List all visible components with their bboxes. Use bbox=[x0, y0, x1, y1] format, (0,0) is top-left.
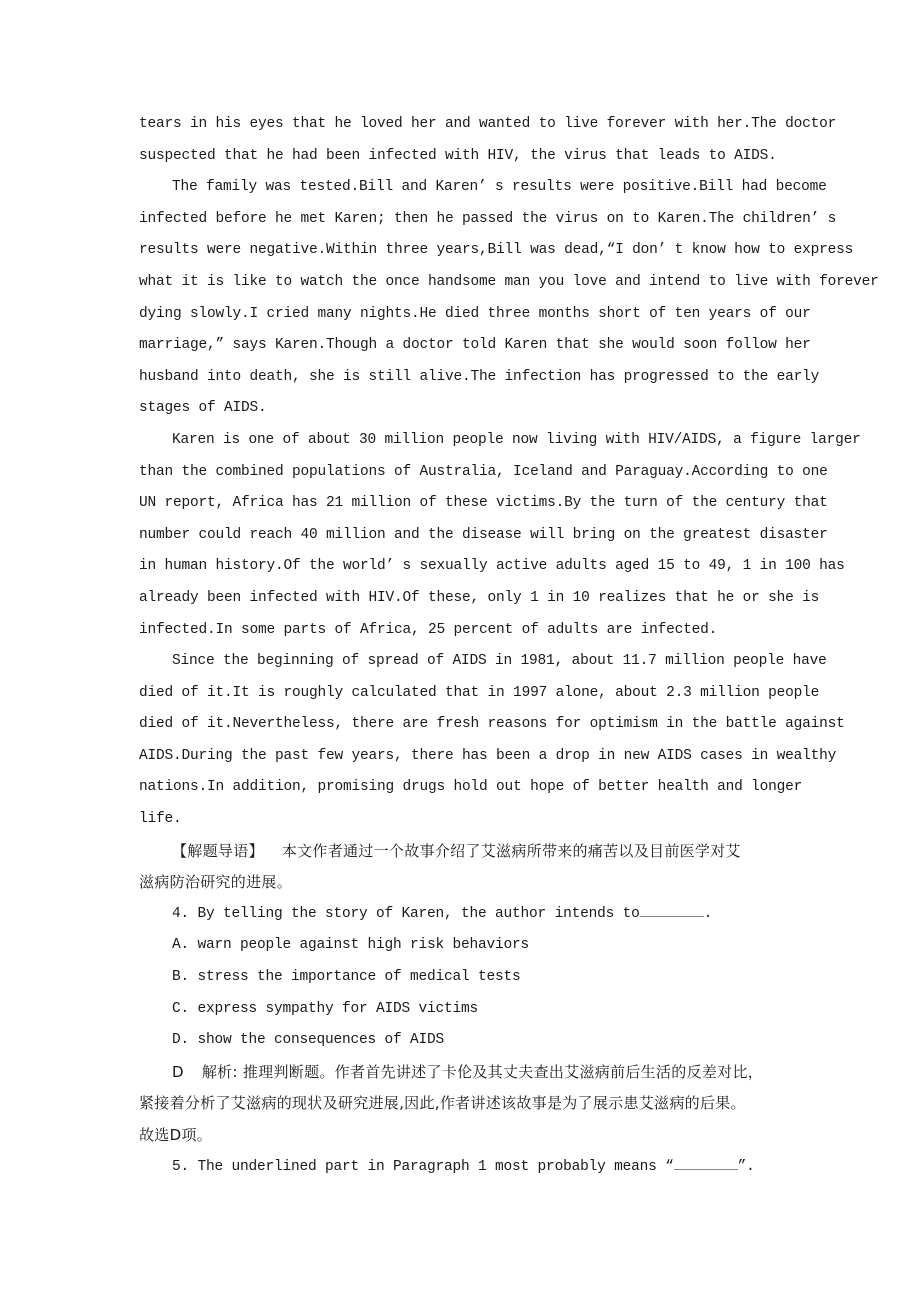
passage-line: number could reach 40 million and the disease will bring on the greatest disaster bbox=[139, 526, 828, 543]
passage-line: dying slowly.I cried many nights.He died three months short of ten years of our bbox=[139, 305, 811, 322]
passage-line: died of it.Nevertheless, there are fresh reasons for optimism in the battle against bbox=[139, 716, 845, 733]
answer-blank bbox=[640, 902, 704, 917]
guide-line bbox=[139, 836, 839, 868]
analysis-line: 紧接着分析了艾滋病的现状及研究进展,因此,作者讲述该故事是为了展示患艾滋病的后果。 bbox=[139, 1094, 746, 1113]
guide-text: 本文作者通过一个故事介绍了艾滋病所带来的痛苦以及目前医学对艾 bbox=[281, 841, 741, 860]
passage-line: died of it.It is roughly calculated that in 1997 alone, about 2.3 million people bbox=[139, 684, 820, 701]
guide-line: 滋病防治研究的进展。 bbox=[139, 873, 293, 892]
option-d: D. show the consequences of AIDS bbox=[172, 1032, 445, 1049]
passage-line: what it is like to watch the once handsome man you love and intend to live with forever bbox=[139, 273, 879, 290]
passage-line: infected before he met Karen; then he passed the virus on to Karen.The children’ s bbox=[139, 210, 837, 227]
guide-label: 【解题导语】 bbox=[172, 841, 264, 860]
passage-line: suspected that he had been infected with HIV, the virus that leads to AIDS. bbox=[139, 147, 777, 164]
passage-line: results were negative.Within three years,Bill was dead,“I don’ t know how to express bbox=[139, 242, 854, 259]
document-page bbox=[139, 109, 879, 1183]
analysis-text: 解析: 推理判断题。作者首先讲述了卡伦及其丈夫查出艾滋病前后生活的反差对比， bbox=[201, 1062, 764, 1081]
passage-line: already been infected with HIV.Of these, only 1 in 10 realizes that he or she is bbox=[139, 589, 820, 606]
passage-line: AIDS.During the past few years, there has been a drop in new AIDS cases in wealthy bbox=[139, 747, 837, 764]
answer-letter: D bbox=[172, 1062, 184, 1081]
passage-line: UN report, Africa has 21 million of these victims.By the turn of the century that bbox=[139, 495, 828, 512]
analysis-line: 故选D项。 bbox=[139, 1126, 213, 1144]
passage-line: than the combined populations of Australia, Iceland and Paraguay.According to one bbox=[139, 463, 828, 480]
passage-line: husband into death, she is still alive.The infection has progressed to the early bbox=[139, 368, 820, 385]
answer-blank bbox=[674, 1155, 738, 1170]
passage-line: Since the beginning of spread of AIDS in 1981, about 11.7 million people have bbox=[172, 653, 827, 670]
passage-line: infected.In some parts of Africa, 25 percent of adults are infected. bbox=[139, 621, 718, 638]
analysis-line bbox=[139, 1057, 839, 1089]
passage-line: tears in his eyes that he loved her and wanted to live forever with her.The doctor bbox=[139, 116, 837, 132]
passage-line: life. bbox=[139, 811, 182, 828]
question-5-stem: 5. The underlined part in Paragraph 1 most probably means “ ”. bbox=[139, 1152, 839, 1184]
question-4-stem: 4. By telling the story of Karen, the author intends to . bbox=[139, 899, 839, 931]
option-b: B. stress the importance of medical tests bbox=[172, 969, 521, 986]
passage-line: The family was tested.Bill and Karen’ s results were positive.Bill had become bbox=[172, 179, 827, 196]
passage-line: marriage,” says Karen.Though a doctor told Karen that she would soon follow her bbox=[139, 337, 811, 354]
passage-line: stages of AIDS. bbox=[139, 400, 267, 417]
passage-line: in human history.Of the world’ s sexually active adults aged 15 to 49, 1 in 100 has bbox=[139, 558, 845, 575]
passage-line: nations.In addition, promising drugs hold out hope of better health and longer bbox=[139, 779, 803, 796]
option-a: A. warn people against high risk behaviors bbox=[172, 937, 530, 954]
option-c: C. express sympathy for AIDS victims bbox=[172, 1000, 479, 1017]
passage-line: Karen is one of about 30 million people now living with HIV/AIDS, a figure larger bbox=[172, 431, 861, 448]
